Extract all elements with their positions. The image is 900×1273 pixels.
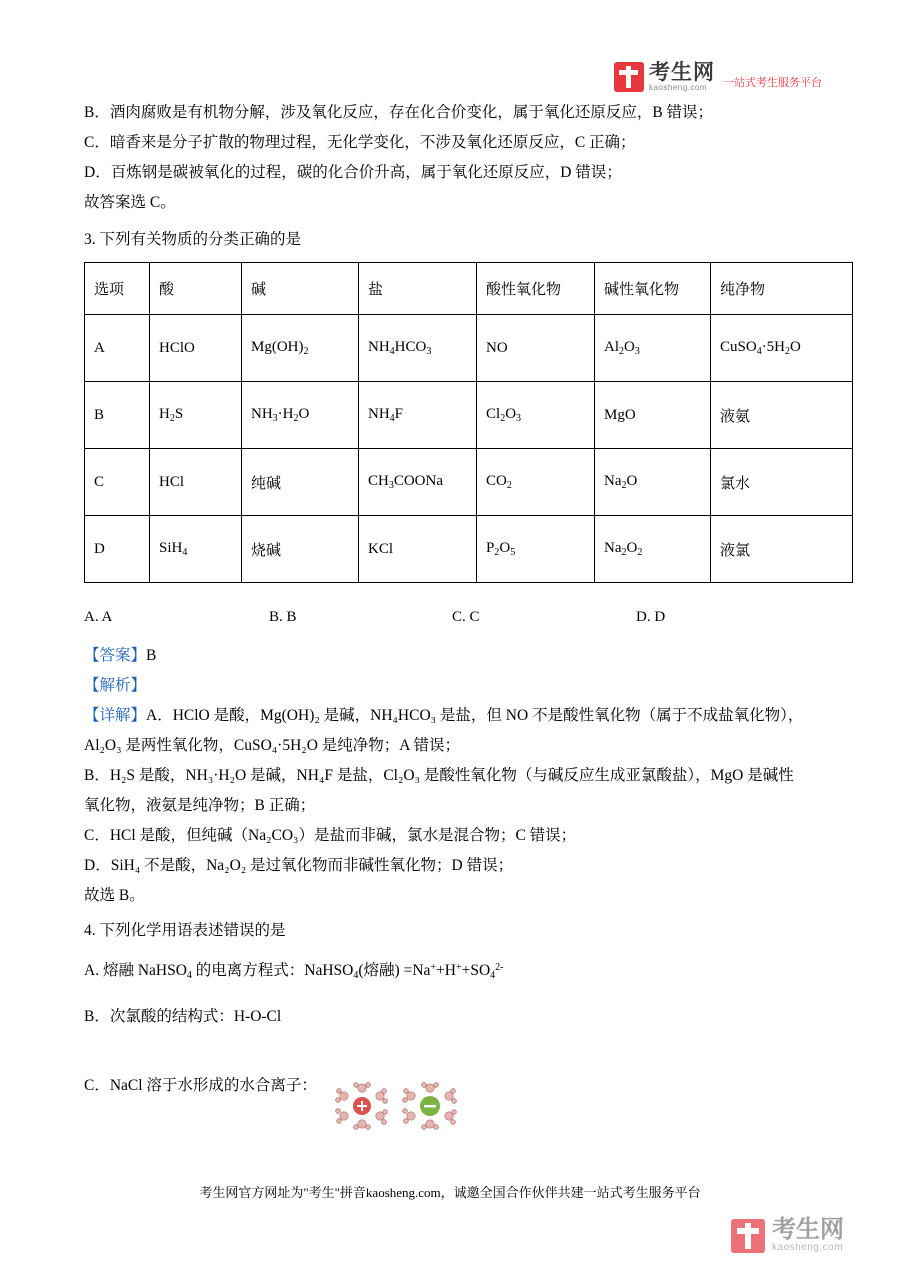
- cell-acidic-oxide: $P_2O_5$: [477, 516, 595, 583]
- logo-mark-icon: [614, 62, 644, 92]
- table-row: [85, 516, 853, 583]
- cell-basic-oxide: $Na_2O_2$: [595, 516, 711, 583]
- answer-value: B: [146, 647, 157, 664]
- choice-b[interactable]: B. B: [269, 609, 297, 625]
- analysis-label: 【解析】: [84, 677, 147, 694]
- cell-option: A: [85, 315, 150, 382]
- cell-basic-oxide: MgO: [595, 382, 711, 449]
- th-salt: 盐: [359, 263, 477, 315]
- th-basic-oxide: 碱性氧化物: [595, 263, 711, 315]
- cell-acid: SiH$_4$: [150, 516, 242, 583]
- cell-pure: 液氨: [711, 382, 853, 449]
- detail-label: 【详解】: [84, 707, 147, 724]
- answer-choices: [84, 609, 824, 629]
- q4-option-c: C．NaCl 溶于水形成的水合离子：: [84, 1077, 317, 1094]
- table-row: [85, 449, 853, 516]
- cell-salt: $CH_3COONa$: [359, 449, 477, 516]
- watermark: [731, 1218, 844, 1253]
- cell-base: 烧碱: [242, 516, 359, 583]
- detail-a-line1: [84, 707, 824, 724]
- page-footer: 考生网官方网址为"考生"拼音kaosheng.com，诚邀全国合作伙伴共建一站式考生服务平台: [199, 1185, 701, 1200]
- cell-base: $Mg(OH)_2$: [242, 315, 359, 382]
- q4-option-a: A. 熔融 NaHSO$_4$ 的电离方程式：NaHSO$_4$(熔融) $=Na^++H^++SO_4^{2-}$: [84, 962, 504, 981]
- cell-salt: $NH_4F$: [359, 382, 477, 449]
- th-acidic-oxide: 酸性氧化物: [477, 263, 595, 315]
- q4-option-b: B．次氯酸的结构式：H-O-Cl: [84, 1008, 282, 1025]
- answer-row: [84, 647, 824, 664]
- watermark-title: 考生网: [772, 1216, 844, 1243]
- q3-conclusion: 故选 B。: [84, 887, 145, 904]
- classification-table: [84, 262, 853, 583]
- detail-d: D．SiH₄ 不是酸，Na₂O₂ 是过氧化物而非碱性氧化物；D 错误；: [84, 857, 514, 874]
- cell-pure: $CuSO_4\cdot 5H_2O$: [711, 315, 853, 382]
- table-row: [85, 315, 853, 382]
- cell-pure: 液氯: [711, 516, 853, 583]
- th-pure: 纯净物: [711, 263, 853, 315]
- cell-acid: HClO: [150, 315, 242, 382]
- cell-base: 纯碱: [242, 449, 359, 516]
- detail-a-line2: Al₂O₃ 是两性氧化物，CuSO₄·5H₂O 是纯净物；A 错误；: [84, 737, 460, 754]
- choice-a[interactable]: A. A: [84, 609, 113, 625]
- cell-acid: HCl: [150, 449, 242, 516]
- th-acid: 酸: [150, 263, 242, 315]
- hydrated-ion-diagram: [330, 1082, 480, 1130]
- paragraph-d: D．百炼钢是碳被氧化的过程，碳的化合价升高，属于氧化还原反应，D 错误；: [84, 164, 622, 181]
- logo-title: 考生网: [649, 61, 715, 84]
- document-content: [84, 104, 824, 1094]
- watermark-text: [772, 1218, 844, 1253]
- th-base: 碱: [242, 263, 359, 315]
- cell-base: $NH_3\cdot H_2O$: [242, 382, 359, 449]
- detail-b-line2: 氧化物，液氨是纯净物；B 正确；: [84, 797, 316, 814]
- cell-basic-oxide: $Na_2O$: [595, 449, 711, 516]
- choice-c[interactable]: C. C: [452, 609, 480, 625]
- detail-c: C．HCl 是酸，但纯碱（Na₂CO₃）是盐而非碱，氯水是混合物；C 错误；: [84, 827, 577, 844]
- cell-salt: KCl: [359, 516, 477, 583]
- detail-b-line1: B．H₂S 是酸，NH₃·H₂O 是碱，NH₄F 是盐，Cl₂O₃ 是酸性氧化物（与碱反应生成亚氯酸盐），MgO 是碱性: [84, 767, 794, 784]
- cell-basic-oxide: $Al_2O_3$: [595, 315, 711, 382]
- logo-text: [649, 62, 715, 92]
- answer-line: 故答案选 C。: [84, 194, 176, 211]
- site-logo: [614, 62, 822, 92]
- cell-option: C: [85, 449, 150, 516]
- cell-option: D: [85, 516, 150, 583]
- logo-slogan: 一站式考生服务平台: [723, 77, 822, 89]
- choice-d[interactable]: D. D: [636, 609, 666, 625]
- paragraph-c: C．暗香来是分子扩散的物理过程，无化学变化，不涉及氧化还原反应，C 正确；: [84, 134, 636, 151]
- cell-acidic-oxide: $CO_2$: [477, 449, 595, 516]
- logo-domain: kaosheng.com: [649, 83, 708, 92]
- watermark-domain: kaosheng.com: [772, 1242, 844, 1253]
- cell-salt: $NH_4HCO_3$: [359, 315, 477, 382]
- question-3-title: 3. 下列有关物质的分类正确的是: [84, 231, 302, 248]
- detail-a-text: A．HClO 是酸，Mg(OH)₂ 是碱，NH₄HCO₃ 是盐，但 NO 不是酸性氧化物（属于不成盐氧化物），: [146, 707, 804, 724]
- hydrated-ion-svg: [330, 1082, 480, 1130]
- cell-acidic-oxide: NO: [477, 315, 595, 382]
- cell-acidic-oxide: $Cl_2O_3$: [477, 382, 595, 449]
- answer-label: 【答案】: [84, 647, 147, 664]
- watermark-mark-icon: [731, 1219, 765, 1253]
- paragraph-b: B．酒肉腐败是有机物分解，涉及氧化反应，存在化合价变化，属于氧化还原反应，B 错误；: [84, 104, 714, 121]
- cell-acid: $H_2S$: [150, 382, 242, 449]
- table-row: [85, 382, 853, 449]
- cell-pure: 氯水: [711, 449, 853, 516]
- question-4-title: 4. 下列化学用语表述错误的是: [84, 922, 286, 939]
- table-header-row: [85, 263, 853, 315]
- cell-option: B: [85, 382, 150, 449]
- th-option: 选项: [85, 263, 150, 315]
